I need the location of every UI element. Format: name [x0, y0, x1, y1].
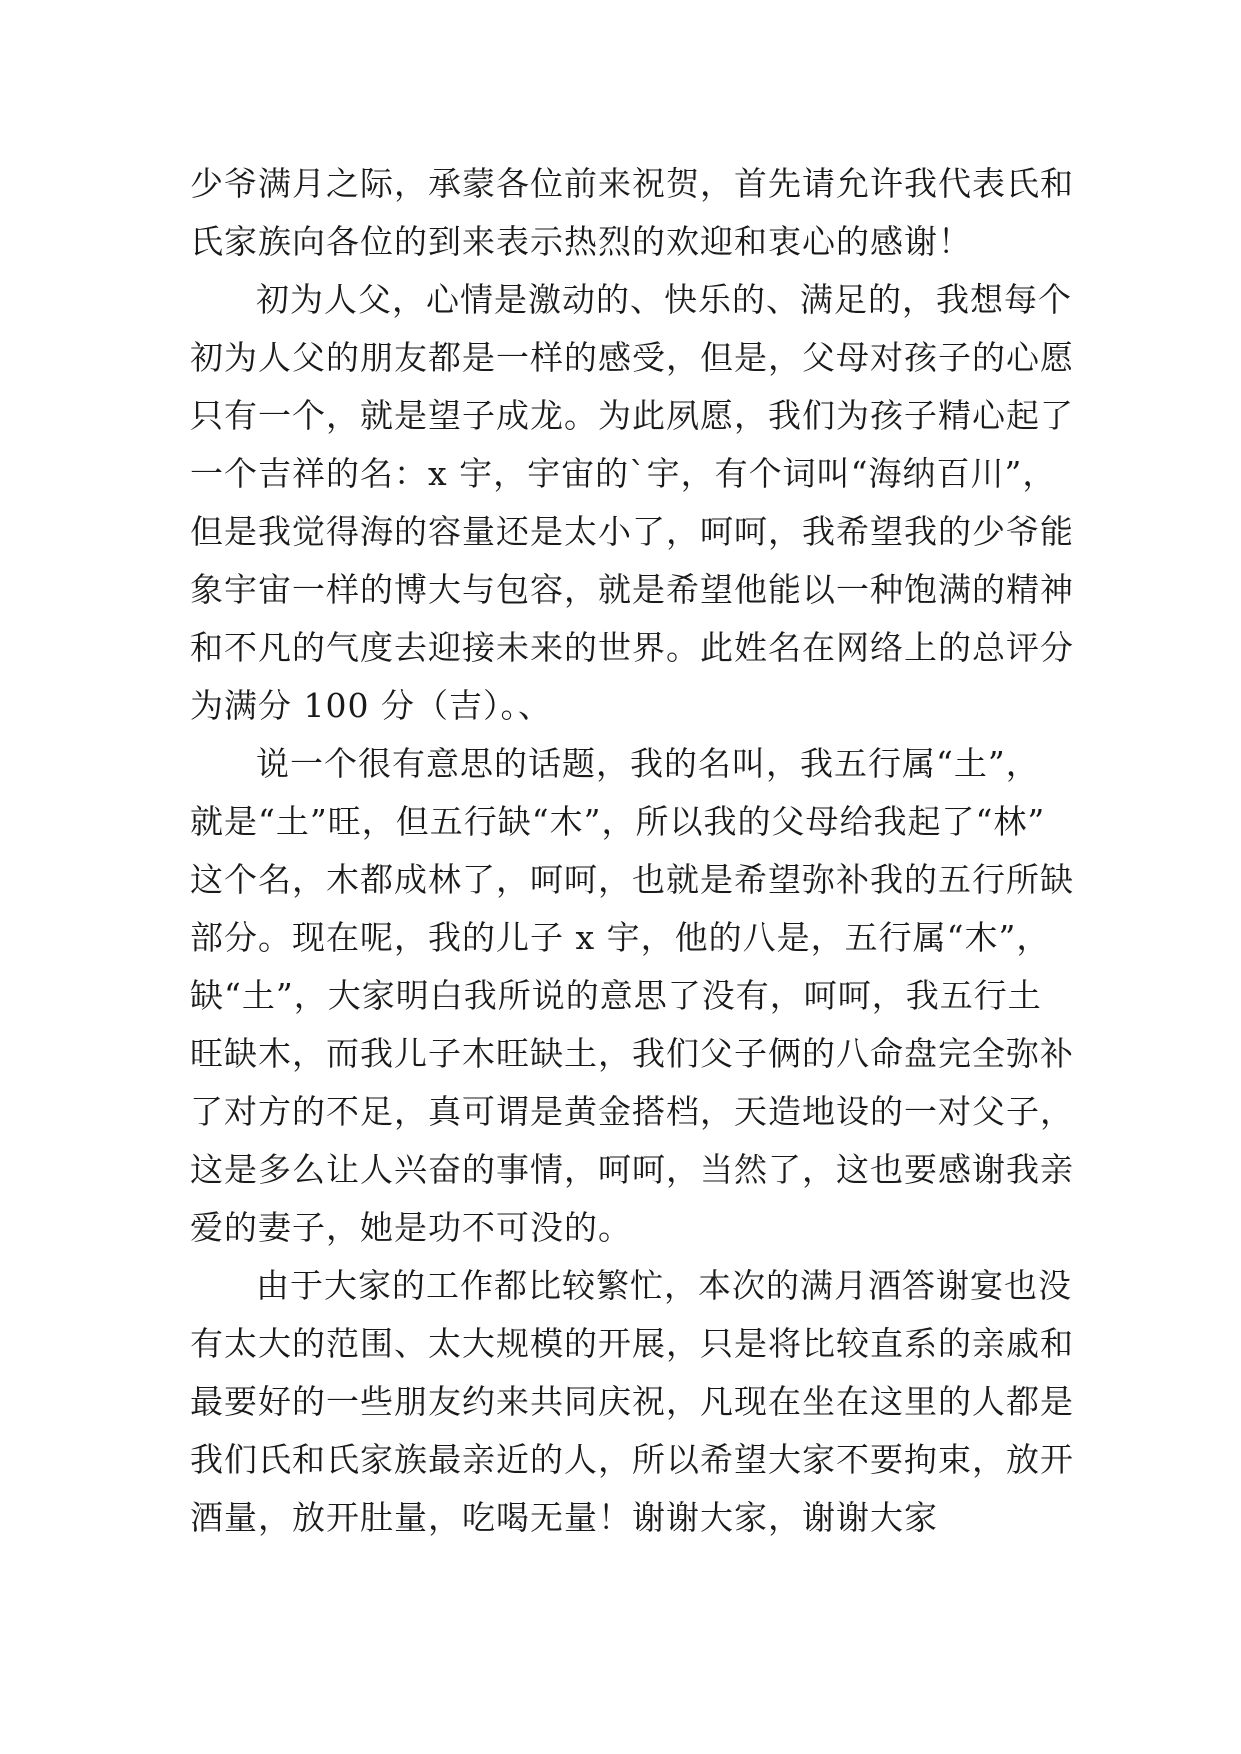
text-line: 旺缺木，而我儿子木旺缺土，我们父子俩的八命盘完全弥补	[190, 1034, 1074, 1073]
text-line: 象宇宙一样的博大与包容，就是希望他能以一种饱满的精神	[190, 570, 1074, 609]
text-line: 氏家族向各位的到来表示热烈的欢迎和衷心的感谢！	[190, 222, 972, 261]
text-line: 这个名，木都成林了，呵呵，也就是希望弥补我的五行所缺	[190, 860, 1074, 899]
text-line: 就是“土”旺，但五行缺“木”，所以我的父母给我起了“林”	[190, 802, 1046, 841]
text-line: 爱的妻子，她是功不可没的。	[190, 1208, 632, 1247]
text-line: 由于大家的工作都比较繁忙，本次的满月酒答谢宴也没	[256, 1266, 1072, 1305]
document-body	[190, 155, 1074, 1547]
text-line: 这是多么让人兴奋的事情，呵呵，当然了，这也要感谢我亲	[190, 1150, 1074, 1189]
text-line: 少爷满月之际，承蒙各位前来祝贺，首先请允许我代表氏和	[190, 164, 1074, 203]
text-line: 部分。现在呢，我的儿子 x 宇，他的八是，五行属“木”，	[190, 918, 1051, 957]
text-line: 和不凡的气度去迎接未来的世界。此姓名在网络上的总评分	[190, 628, 1074, 667]
text-line: 最要好的一些朋友约来共同庆祝，凡现在坐在这里的人都是	[190, 1382, 1074, 1421]
text-line: 说一个很有意思的话题，我的名叫，我五行属“土”，	[256, 744, 1040, 783]
text-line: 一个吉祥的名：x 宇，宇宙的`宇，有个词叫“海纳百川”，	[190, 454, 1057, 493]
text-line: 只有一个，就是望子成龙。为此夙愿，我们为孩子精心起了	[190, 396, 1074, 435]
text-line: 有太大的范围、太大规模的开展，只是将比较直系的亲戚和	[190, 1324, 1074, 1363]
text-line: 但是我觉得海的容量还是太小了，呵呵，我希望我的少爷能	[190, 512, 1074, 551]
text-line: 了对方的不足，真可谓是黄金搭档，天造地设的一对父子，	[190, 1092, 1074, 1131]
text-line: 缺“土”，大家明白我所说的意思了没有，呵呵，我五行土	[190, 976, 1042, 1015]
text-line: 酒量，放开肚量，吃喝无量！谢谢大家，谢谢大家	[190, 1498, 938, 1537]
text-line: 初为人父的朋友都是一样的感受，但是，父母对孩子的心愿	[190, 338, 1074, 377]
text-line: 我们氏和氏家族最亲近的人，所以希望大家不要拘束，放开	[190, 1440, 1074, 1479]
text-line: 为满分 100 分（吉）。、	[190, 686, 552, 725]
text-line: 初为人父，心情是激动的、快乐的、满足的，我想每个	[256, 280, 1072, 319]
